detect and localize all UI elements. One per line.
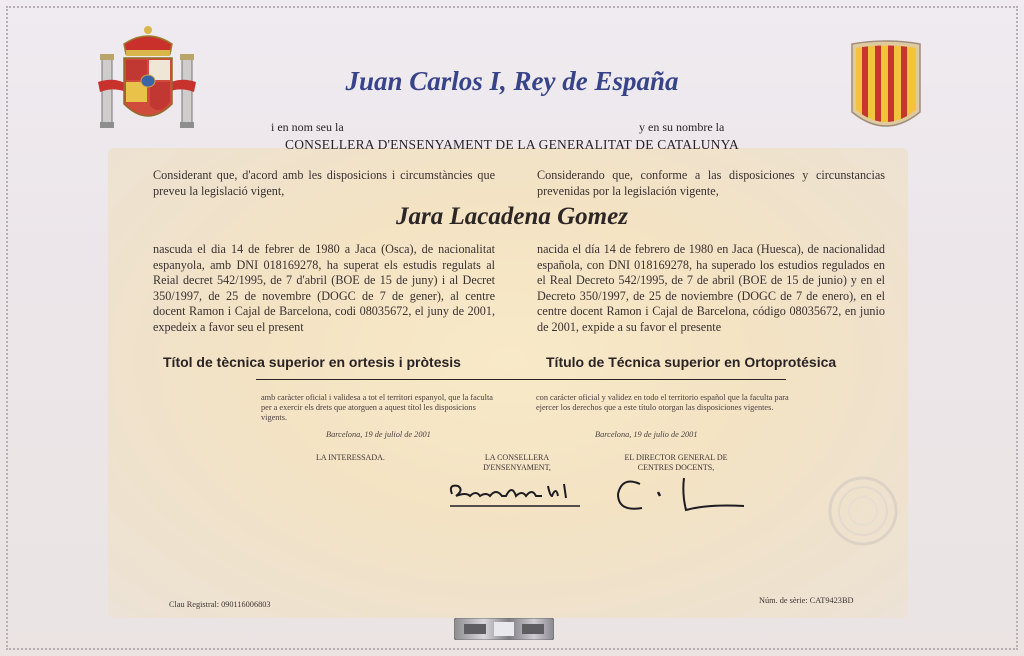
title-divider — [256, 379, 786, 380]
holder-signature — [446, 478, 586, 514]
considering-es: Considerando que, conforme a las disposiciones y circunstancias prevenidas por la legislación vigente, — [537, 168, 885, 198]
signatory-director-line1: EL DIRECTOR GENERAL DE — [624, 453, 728, 462]
es-prefix: y en su nombre la — [639, 120, 725, 134]
signatory-holder: LA INTERESSADA. — [316, 453, 385, 462]
validity-ca: amb caràcter oficial i validesa a tot el territori espanyol, que la faculta per a exercir els drets que atorguen a aquest títol les disposicions vigents. — [261, 393, 493, 422]
title-ca: Títol de tècnica superior en ortesis i pròtesis — [163, 354, 461, 370]
date-ca: Barcelona, 19 de juliol de 2001 — [326, 430, 431, 439]
holder-name: Jara Lacadena Gomez — [396, 203, 628, 230]
body-es: nacida el día 14 de febrero de 1980 en Jaca (Huesca), de nacionalidad española, con DNI 018169278, ha superado los estudios regulados en el Real Decreto 542/1995, de 7 de abril (BOE de 15 de junio) y en el Decreto 350/1997, de 25 de noviembre (DOGC de 7 de enero), en el centre docent Ramon i Cajal de Barcelona, código 08035672, en junio de 2001, expide a su favor el presente — [537, 242, 885, 334]
signatory-consellera-line1: LA CONSELLERA — [484, 453, 550, 462]
embossed-seal-icon — [826, 474, 900, 548]
registry-key: Clau Registral: 090116006803 — [169, 600, 271, 609]
title-es: Título de Técnica superior en Ortoprotésica — [546, 354, 837, 370]
signatory-consellera — [472, 453, 562, 472]
considering-ca: Considerant que, d'acord amb les disposicions i circumstàncies que preveu la legislació vigent, — [153, 168, 495, 198]
hologram-strip-icon — [454, 618, 554, 640]
serial-number: Núm. de sèrie: CAT9423BD — [759, 596, 854, 605]
director-signature — [612, 470, 752, 518]
issuing-authority: CONSELLERA D'ENSENYAMENT DE LA GENERALITAT DE CATALUNYA — [284, 137, 739, 152]
cat-prefix: i en nom seu la — [271, 120, 344, 134]
signatory-consellera-line2: D'ENSENYAMENT, — [483, 462, 551, 472]
monarch-heading: Juan Carlos I, Rey de España — [345, 66, 679, 96]
validity-es: con carácter oficial y validez en todo el territorio español que la faculta para ejercer los derechos que a este título otorgan las disposiciones vigentes. — [536, 393, 789, 412]
date-es: Barcelona, 19 de julio de 2001 — [595, 430, 698, 439]
signatory-director-line2: CENTRES DOCENTS, — [637, 462, 715, 472]
body-ca: nascuda el dia 14 de febrer de 1980 a Jaca (Osca), de nacionalitat espanyola, amb DNI 018169278, ha superat els estudis regulats al Reial decret 542/1995, de 7 d'abril (BOE de 15 de juny) i al Decret 350/1997, de 25 de novembre (DOGC de 7 de gener), al centre docent Ramon i Cajal de Barcelona, codi 08035672, el juny de 2001, expedeix a favor seu el present — [153, 242, 495, 334]
